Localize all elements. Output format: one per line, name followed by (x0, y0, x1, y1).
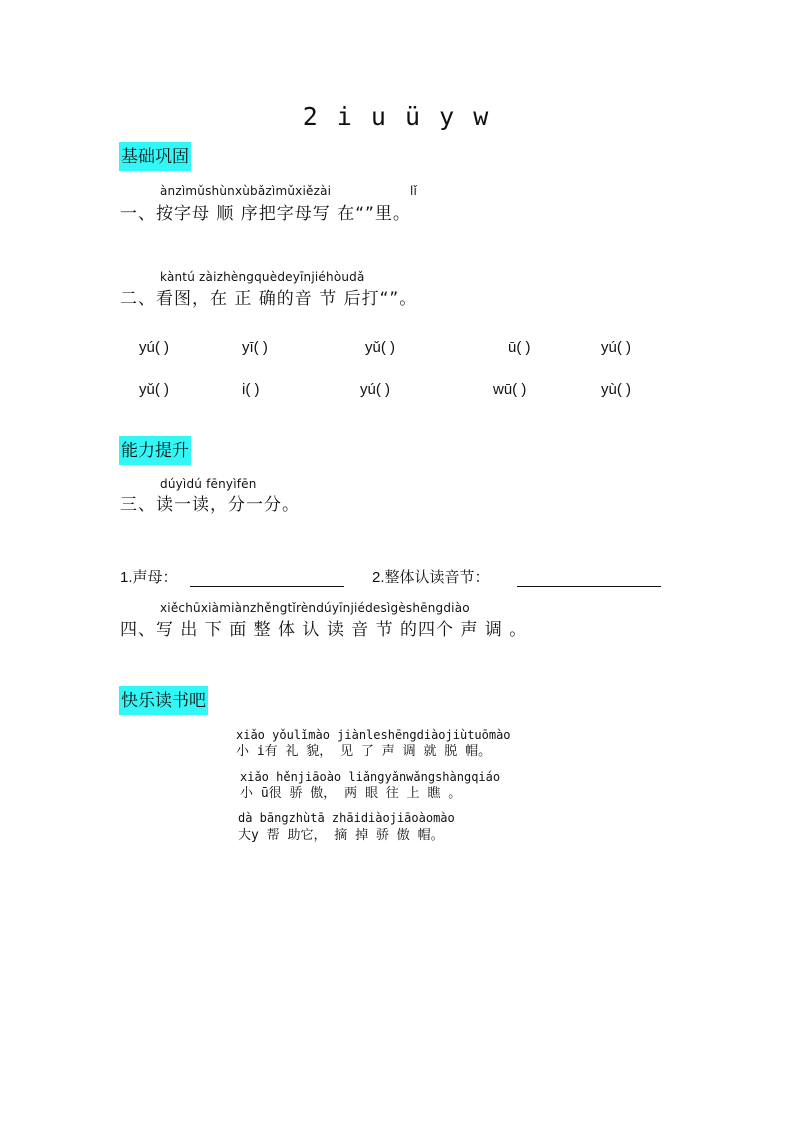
reading-line1-pinyin: xiǎo yǒulǐmào jiànleshēngdiàojiùtuōmào (236, 728, 511, 742)
section-header-basic: 基础巩固 (119, 142, 191, 171)
section-header-ability: 能力提升 (119, 436, 191, 465)
q2-option: yī( ) (242, 339, 268, 356)
q2-option: yù( ) (601, 381, 631, 398)
q1-pinyin-li: lǐ (410, 184, 418, 198)
reading-line2-text: 小 ū很 骄 傲， 两 眼 往 上 瞧 。 (240, 786, 462, 801)
q2-option: yǔ( ) (365, 339, 395, 356)
q2-option: yú( ) (601, 339, 631, 356)
q2-text: 二、看图，在 正 确的音 节 后打“”。 (120, 289, 418, 309)
reading-line2-pinyin: xiǎo hěnjiāoào liǎngyǎnwǎngshàngqiáo (240, 770, 501, 784)
q3-label-whole-syllables: 2.整体认读音节： (372, 569, 490, 586)
q3-answer-line-initials[interactable] (190, 570, 344, 587)
q3-label-initials: 1.声母： (120, 569, 178, 586)
q1-pinyin: ànzìmǔshùnxùbǎzìmǔxiězài (160, 184, 332, 198)
q2-option: i( ) (242, 381, 260, 398)
q3-pinyin: dúyìdú fēnyìfēn (160, 477, 257, 491)
reading-line3-text: 大y 帮 助它， 摘 掉 骄 傲 帽。 (238, 828, 444, 843)
section-header-reading: 快乐读书吧 (119, 686, 208, 715)
q2-option: wū( ) (493, 381, 527, 398)
q2-option: yú( ) (139, 339, 169, 356)
q2-option: ū( ) (508, 339, 531, 356)
q3-text: 三、读一读，分一分。 (120, 495, 300, 515)
q2-option: yǔ( ) (139, 381, 169, 398)
q4-text: 四、写 出 下 面 整 体 认 读 音 节 的四个 声 调 。 (120, 620, 528, 640)
reading-line1-text: 小 i有 礼 貌， 见 了 声 调 就 脱 帽。 (236, 744, 492, 759)
q1-text: 一、按字母 顺 序把字母写 在“”里。 (120, 204, 411, 224)
q2-option: yú( ) (360, 381, 390, 398)
q2-pinyin: kàntú zàizhèngquèdeyīnjiéhòudǎ (160, 270, 365, 284)
reading-line3-pinyin: dà bāngzhùtā zhāidiàojiāoàomào (238, 811, 455, 825)
q4-pinyin: xiěchūxiàmiànzhěngtǐrèndúyīnjiédesìgèshēngdiào (160, 601, 470, 615)
page-title: 2 i u ü y w (302, 102, 491, 131)
q3-answer-line-whole-syllables[interactable] (517, 570, 661, 587)
